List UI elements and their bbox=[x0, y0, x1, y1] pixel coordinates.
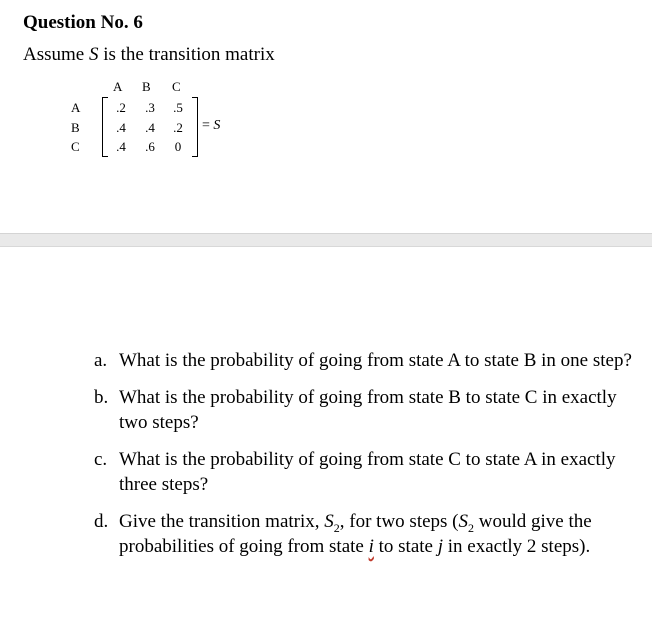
q-d-var-i: i bbox=[368, 536, 374, 557]
question-item-b bbox=[94, 385, 634, 435]
question-item-c bbox=[94, 447, 634, 497]
matrix-cell-aa: .2 bbox=[116, 100, 126, 115]
q-d-part: in exactly 2 steps). bbox=[447, 536, 591, 557]
equals-sign: = bbox=[202, 118, 210, 133]
q-d-sub: 2 bbox=[468, 520, 474, 535]
transition-matrix bbox=[0, 0, 652, 170]
matrix-cell-ac: .5 bbox=[173, 100, 183, 115]
q-d-var-j: j bbox=[437, 536, 444, 557]
question-item-a bbox=[94, 348, 634, 373]
intro-suffix: is the transition matrix bbox=[103, 44, 275, 65]
question-text: What is the probability of going from state B to state C in exactly two steps? bbox=[119, 387, 617, 433]
matrix-cell-cb: .6 bbox=[145, 139, 155, 154]
q-d-var-s: S bbox=[458, 511, 468, 532]
section-divider bbox=[0, 233, 652, 247]
q-d-var-s: S bbox=[324, 511, 334, 532]
intro-prefix: Assume bbox=[23, 44, 85, 65]
question-text: What is the probability of going from state A to state B in one step? bbox=[119, 350, 632, 371]
question-text: What is the probability of going from state C to state A in exactly three steps? bbox=[119, 449, 616, 495]
matrix-cell-cc: 0 bbox=[174, 139, 182, 154]
q-d-part: , for two steps ( bbox=[339, 511, 459, 532]
col-header-c: C bbox=[172, 79, 181, 94]
q-d-part: would give the probabilities of going from state bbox=[119, 511, 592, 557]
matrix-equals-s bbox=[202, 118, 220, 134]
row-header-b: B bbox=[71, 120, 80, 135]
q-d-sub: 2 bbox=[333, 520, 340, 535]
row-header-c: C bbox=[71, 139, 80, 154]
question-letter: c. bbox=[94, 449, 108, 470]
question-letter: d. bbox=[94, 511, 109, 532]
matrix-cell-bb: .4 bbox=[145, 120, 155, 135]
q-d-part: Give the transition matrix, bbox=[119, 511, 320, 532]
matrix-cell-ba: .4 bbox=[116, 120, 126, 135]
question-item-d bbox=[94, 509, 634, 559]
q-d-part: to state bbox=[378, 536, 433, 557]
matrix-cell-ca: .4 bbox=[116, 139, 126, 154]
question-list bbox=[94, 348, 634, 571]
matrix-cell-bc: .2 bbox=[173, 120, 183, 135]
question-letter: b. bbox=[94, 387, 109, 408]
question-title: Question No. 6 bbox=[23, 12, 143, 33]
intro-var: S bbox=[88, 44, 99, 65]
matrix-var: S bbox=[213, 118, 221, 133]
question-letter: a. bbox=[94, 350, 108, 371]
matrix-cell-ab: .3 bbox=[145, 100, 155, 115]
col-header-a: A bbox=[113, 79, 123, 94]
col-header-b: B bbox=[142, 79, 151, 94]
question-text-d bbox=[119, 511, 592, 557]
matrix-right-bracket bbox=[192, 97, 198, 157]
row-header-a: A bbox=[71, 100, 81, 115]
matrix-left-bracket bbox=[102, 97, 108, 157]
